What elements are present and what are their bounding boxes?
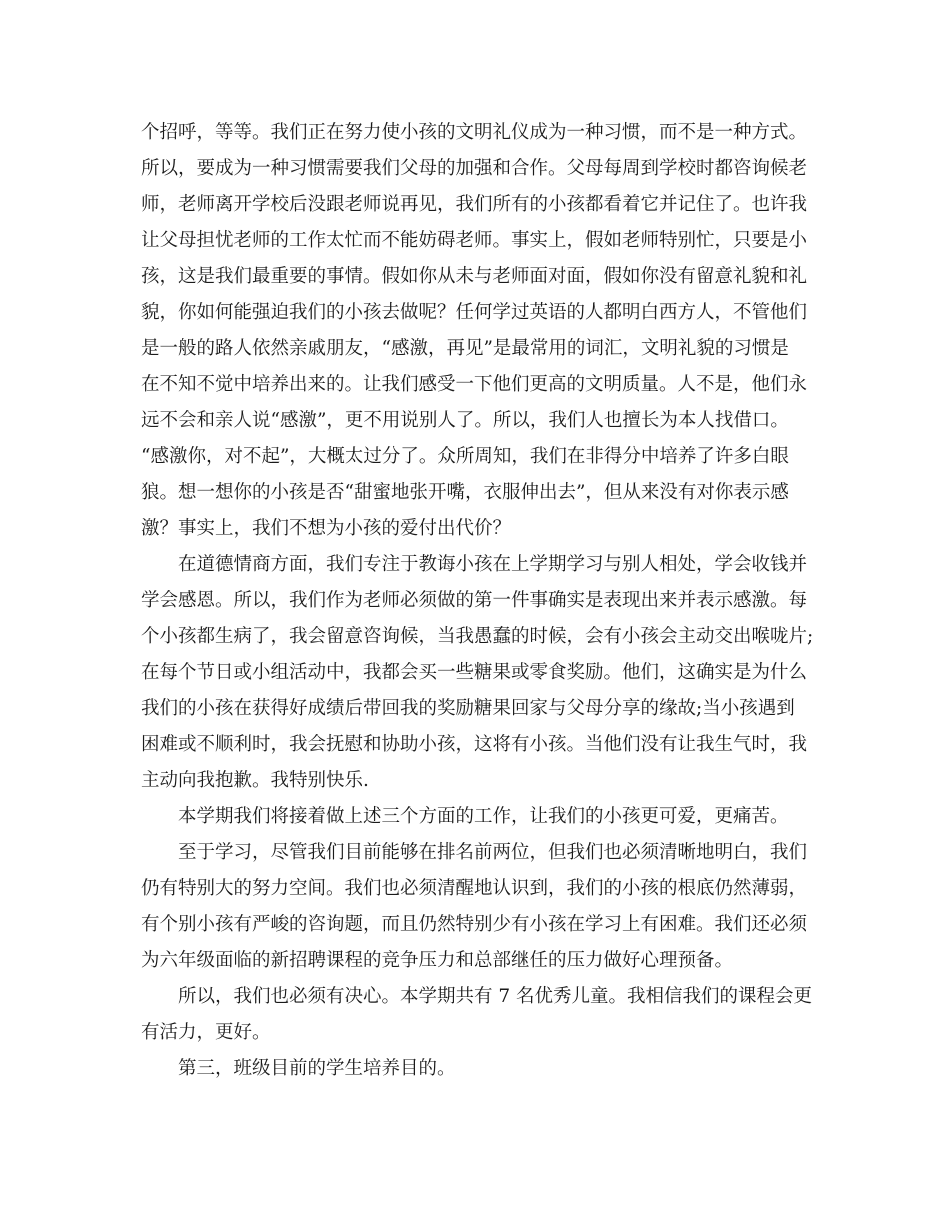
text-line: 个招呼，等等。我们正在努力使小孩的文明礼仪成为一种习惯，而不是一种方式。 [141,122,808,143]
text-line: “感激你，对不起”，大概太过分了。众所周知，我们在非得分中培养了许多白眼 [141,446,789,467]
text-line: 在不知不觉中培养出来的。让我们感受一下他们更高的文明质量。人不是，他们永 [141,374,808,395]
paragraph-start-line: 本学期我们将接着做上述三个方面的工作，让我们的小孩更可爱，更痛苦。 [178,806,789,827]
text-line: 让父母担忧老师的工作太忙而不能妨碍老师。事实上，假如老师特别忙，只要是小 [141,230,808,251]
text-line: 激？事实上，我们不想为小孩的爱付出代价？ [141,518,512,539]
text-line: 主动向我抱歉。我特别快乐. [141,770,369,791]
text-line: 为六年级面临的新招聘课程的竞争压力和总部继任的压力做好心理预备。 [141,950,734,971]
text-line: 学会感恩。所以，我们作为老师必须做的第一件事确实是表现出来并表示感激。每 [141,590,808,611]
text-line: 是一般的路人依然亲戚朋友，“感激，再见”是最常用的词汇，文明礼貌的习惯是 [141,338,789,359]
document-body [141,115,821,1087]
text-line: 有活力，更好。 [141,1022,271,1043]
paragraph-start-line: 第三，班级目前的学生培养目的。 [178,1058,456,1079]
text-line: 貌，你如何能强迫我们的小孩去做呢？任何学过英语的人都明白西方人，不管他们 [141,302,808,323]
text-line: 在每个节日或小组活动中，我都会买一些糖果或零食奖励。他们，这确实是为什么 [141,662,808,683]
paragraph-start-line: 至于学习，尽管我们目前能够在排名前两位，但我们也必须清晰地明白，我们 [178,842,808,863]
text-line: 有个别小孩有严峻的咨询题，而且仍然特别少有小孩在学习上有困难。我们还必须 [141,914,808,935]
text-line: 远不会和亲人说“感激”，更不用说别人了。所以，我们人也擅长为本人找借口。 [141,410,789,431]
paragraph-start-line: 所以，我们也必须有决心。本学期共有 7 名优秀儿童。我相信我们的课程会更 [178,986,813,1007]
text-line: 所以，要成为一种习惯需要我们父母的加强和合作。父母每周到学校时都咨询候老 [141,158,808,179]
paragraph-start-line: 在道德情商方面，我们专注于教诲小孩在上学期学习与别人相处，学会收钱并 [178,554,808,575]
text-line: 狼。想一想你的小孩是否“甜蜜地张开嘴，衣服伸出去”，但从来没有对你表示感 [141,482,789,503]
text-line: 困难或不顺利时，我会抚慰和协助小孩，这将有小孩。当他们没有让我生气时，我 [141,734,808,755]
text-line: 仍有特别大的努力空间。我们也必须清醒地认识到，我们的小孩的根底仍然薄弱， [141,878,808,899]
text-line: 个小孩都生病了，我会留意咨询候，当我愚蠢的时候，会有小孩会主动交出喉咙片; [141,626,814,647]
text-line: 我们的小孩在获得好成绩后带回我的奖励糖果回家与父母分享的缘故;当小孩遇到 [141,698,795,719]
text-line: 孩，这是我们最重要的事情。假如你从未与老师面对面，假如你没有留意礼貌和礼 [141,266,808,287]
text-line: 师，老师离开学校后没跟老师说再见，我们所有的小孩都看着它并记住了。也许我 [141,194,808,215]
